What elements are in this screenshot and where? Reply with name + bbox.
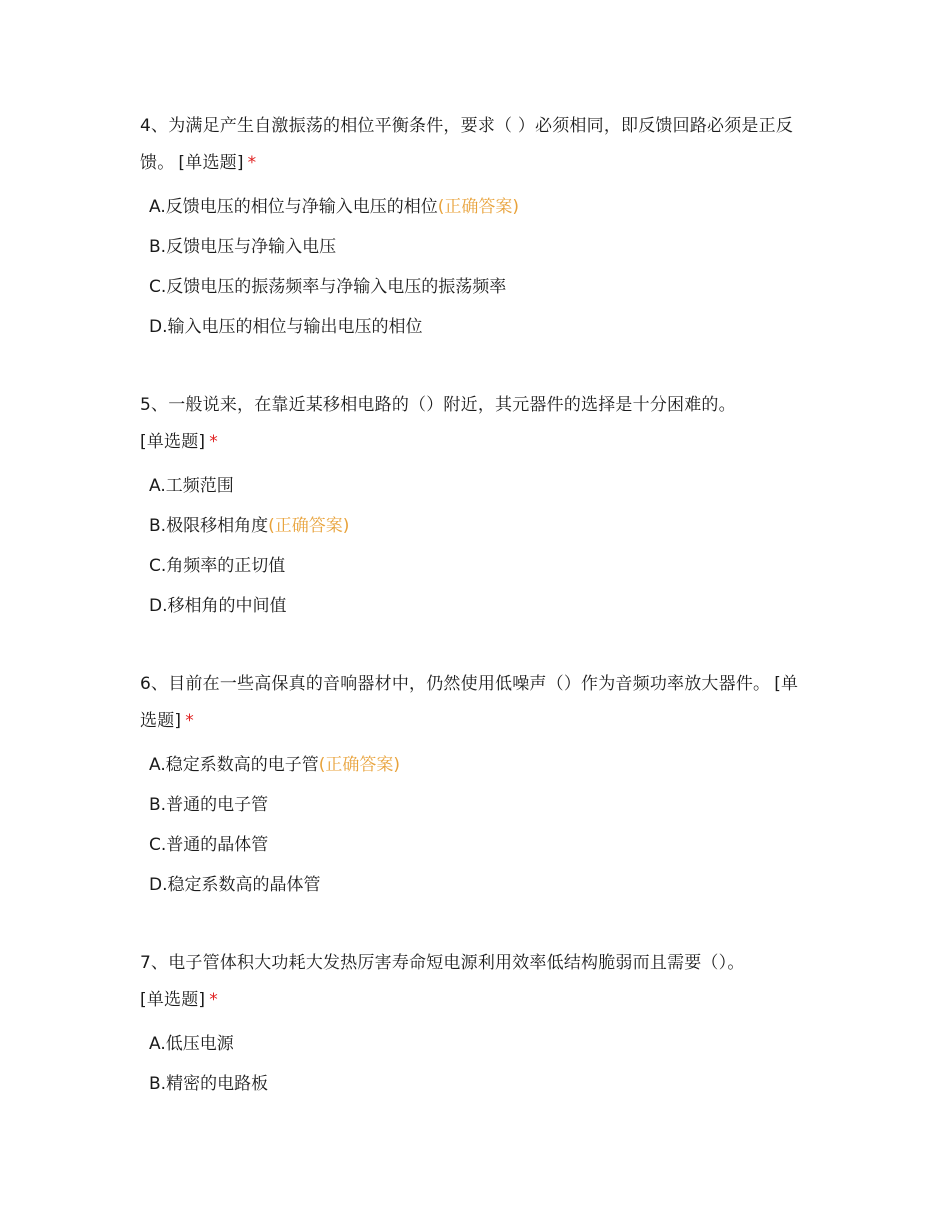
correct-answer-tag: (正确答案) (437, 197, 519, 217)
option-label: D.移相角的中间值 (149, 596, 287, 616)
option-label: A.稳定系数高的电子管 (149, 755, 319, 775)
option-a[interactable] (140, 745, 812, 785)
question-stem: 电子管体积大功耗大发热厉害寿命短电源利用效率低结构脆弱而且需要（）。 (168, 953, 745, 973)
question-5 (140, 387, 812, 626)
option-c[interactable] (140, 267, 812, 307)
option-label: C.普通的晶体管 (149, 835, 269, 855)
option-label: B.精密的电路板 (149, 1074, 269, 1094)
option-c[interactable] (140, 546, 812, 586)
question-text (140, 945, 812, 1019)
question-type: [单选题] (140, 674, 799, 731)
question-number: 4、 (140, 116, 169, 136)
option-list (140, 1024, 812, 1104)
question-type: [单选题] (140, 432, 206, 452)
question-text (140, 666, 812, 740)
option-d[interactable] (140, 307, 812, 347)
option-d[interactable] (140, 586, 812, 626)
option-label: B.极限移相角度 (149, 516, 269, 536)
option-a[interactable] (140, 1024, 812, 1064)
question-type: [单选题] (178, 153, 244, 173)
option-b[interactable] (140, 506, 812, 546)
option-b[interactable] (140, 227, 812, 267)
option-a[interactable] (140, 187, 812, 227)
question-4 (140, 108, 812, 347)
question-7 (140, 945, 812, 1104)
option-label: C.反馈电压的振荡频率与净输入电压的振荡频率 (149, 277, 507, 297)
quiz-page (140, 108, 812, 1144)
option-label: D.稳定系数高的晶体管 (149, 875, 321, 895)
required-marker: * (247, 153, 257, 173)
option-d[interactable] (140, 865, 812, 905)
option-label: B.普通的电子管 (149, 795, 269, 815)
option-list (140, 466, 812, 626)
option-label: D.输入电压的相位与输出电压的相位 (149, 317, 423, 337)
question-stem: 目前在一些高保真的音响器材中，仍然使用低噪声（）作为音频功率放大器件。 (168, 674, 771, 694)
option-c[interactable] (140, 825, 812, 865)
question-6 (140, 666, 812, 905)
option-b[interactable] (140, 785, 812, 825)
correct-answer-tag: (正确答案) (268, 516, 350, 536)
option-label: A.工频范围 (149, 476, 234, 496)
question-number: 6、 (140, 674, 169, 694)
option-b[interactable] (140, 1064, 812, 1104)
required-marker: * (209, 432, 218, 452)
option-label: A.反馈电压的相位与净输入电压的相位 (149, 197, 438, 217)
question-stem: 一般说来，在靠近某移相电路的（）附近，其元器件的选择是十分困难的。 (168, 395, 736, 415)
question-stem: 为满足产生自激振荡的相位平衡条件，要求（ ）必须相同，即反馈回路必须是正反馈。 (140, 116, 794, 173)
required-marker: * (185, 711, 194, 731)
option-list (140, 187, 812, 347)
option-label: A.低压电源 (149, 1034, 234, 1054)
required-marker: * (209, 990, 218, 1010)
option-a[interactable] (140, 466, 812, 506)
question-number: 7、 (140, 953, 169, 973)
question-text (140, 108, 812, 182)
option-label: B.反馈电压与净输入电压 (149, 237, 337, 257)
correct-answer-tag: (正确答案) (318, 755, 400, 775)
question-text (140, 387, 812, 461)
option-list (140, 745, 812, 905)
question-type: [单选题] (140, 990, 206, 1010)
question-number: 5、 (140, 395, 169, 415)
option-label: C.角频率的正切值 (149, 556, 286, 576)
